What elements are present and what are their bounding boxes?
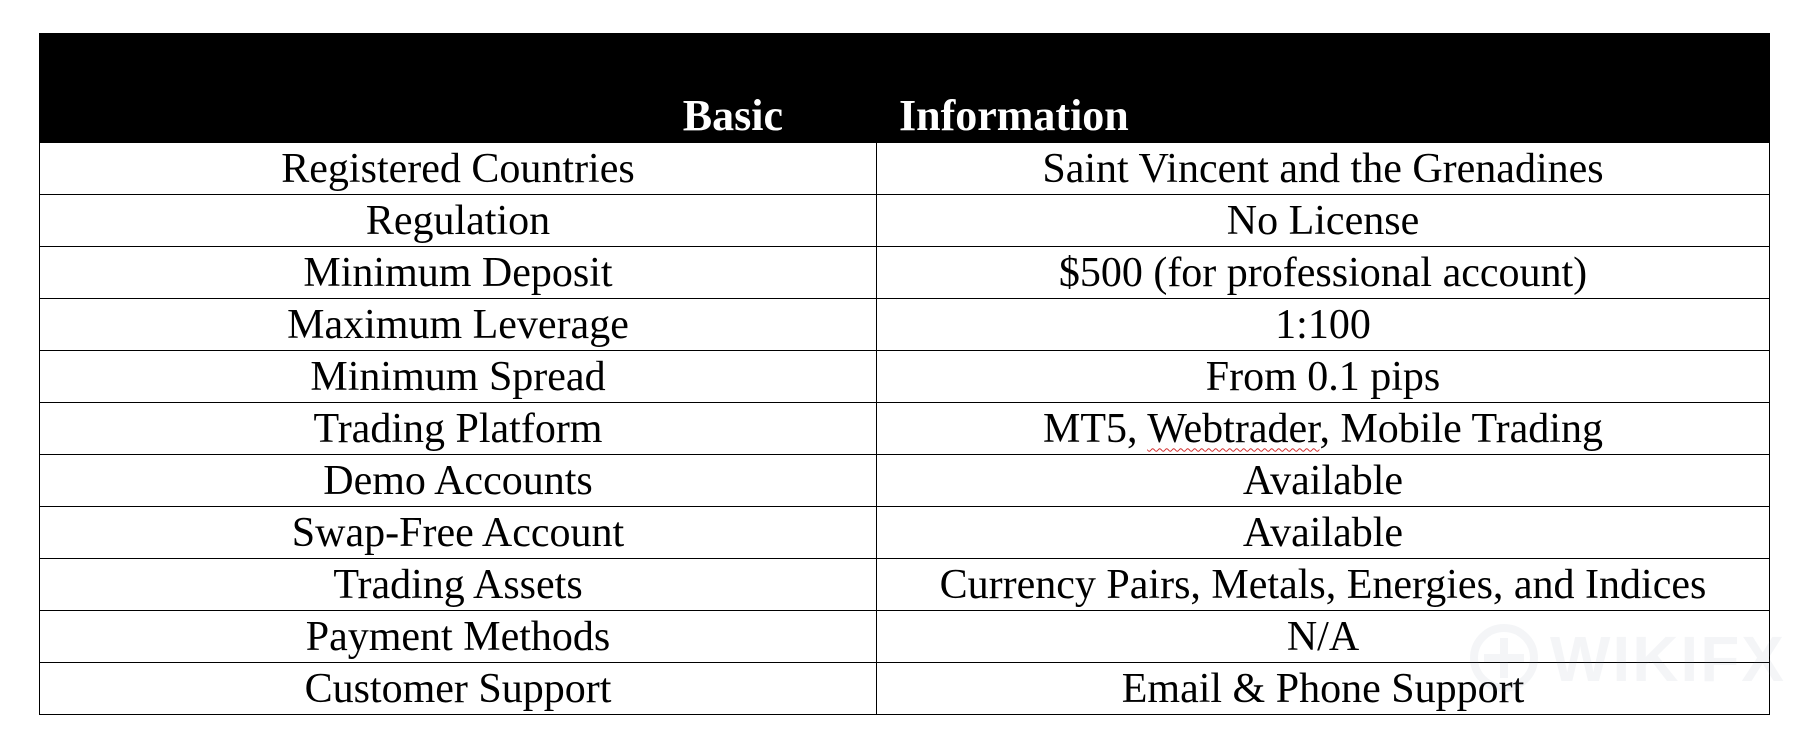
row-label-payment-methods: Payment Methods [40, 611, 877, 663]
table-row [40, 351, 1770, 403]
row-label-demo-accounts: Demo Accounts [40, 455, 877, 507]
spellcheck-flagged-word: Webtrader [1147, 405, 1320, 452]
watermark-text: WIKIFX [1550, 623, 1786, 695]
platform-text-part: , Mobile Trading [1319, 405, 1603, 452]
table-row [40, 247, 1770, 299]
row-label-swap-free-account: Swap-Free Account [40, 507, 877, 559]
row-label-minimum-spread: Minimum Spread [40, 351, 877, 403]
row-label-minimum-deposit: Minimum Deposit [40, 247, 877, 299]
row-label-trading-platform: Trading Platform [40, 403, 877, 455]
table-header-row [40, 34, 1770, 143]
table-row [40, 611, 1770, 663]
row-label-trading-assets: Trading Assets [40, 559, 877, 611]
row-value-swap-free-account: Available [877, 507, 1770, 559]
table-row [40, 143, 1770, 195]
table-row [40, 455, 1770, 507]
row-value-demo-accounts: Available [877, 455, 1770, 507]
row-value-minimum-spread: From 0.1 pips [877, 351, 1770, 403]
row-label-registered-countries: Registered Countries [40, 143, 877, 195]
row-value-payment-methods: N/A [877, 611, 1770, 663]
table-row [40, 403, 1770, 455]
platform-text-part: MT5, [1043, 405, 1148, 452]
row-label-customer-support: Customer Support [40, 663, 877, 715]
header-information: Information [877, 34, 1770, 143]
info-table-container [39, 33, 1769, 715]
basic-information-table [39, 33, 1770, 715]
row-label-regulation: Regulation [40, 195, 877, 247]
header-basic: Basic [40, 34, 877, 143]
table-row [40, 507, 1770, 559]
table-row [40, 195, 1770, 247]
table-row [40, 559, 1770, 611]
row-value-trading-assets: Currency Pairs, Metals, Energies, and Indices [877, 559, 1770, 611]
row-value-regulation: No License [877, 195, 1770, 247]
row-label-maximum-leverage: Maximum Leverage [40, 299, 877, 351]
row-value-trading-platform [877, 403, 1770, 455]
row-value-minimum-deposit: $500 (for professional account) [877, 247, 1770, 299]
row-value-registered-countries: Saint Vincent and the Grenadines [877, 143, 1770, 195]
row-value-customer-support: Email & Phone Support [877, 663, 1770, 715]
row-value-maximum-leverage: 1:100 [877, 299, 1770, 351]
table-row [40, 663, 1770, 715]
table-row [40, 299, 1770, 351]
